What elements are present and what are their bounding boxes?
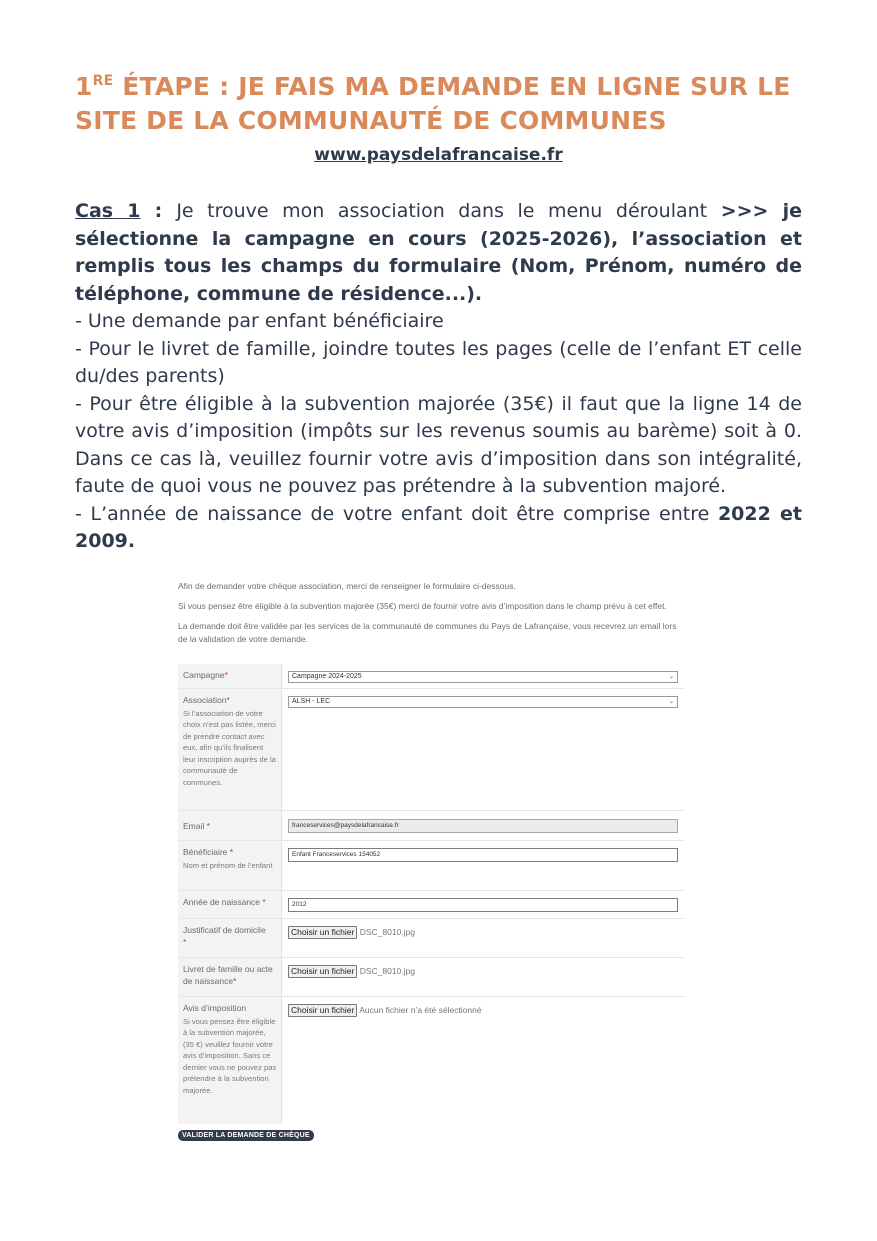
- label-avis: [178, 996, 282, 1124]
- required-star: *: [233, 975, 237, 986]
- cas-1-paragraph: [75, 198, 802, 308]
- label-livret: [178, 957, 282, 996]
- row-email: [178, 810, 684, 840]
- row-annee: [178, 890, 684, 918]
- cas-1-bold-text: >>> je sélectionne la campagne en cours (2025-2026), l’association et remplis tous les champs du formulaire (Nom, Prénom, numéro de téléphone, commune de résidence...).: [75, 200, 802, 305]
- required-star: *: [224, 670, 228, 680]
- row-campagne: [178, 664, 684, 688]
- label-association: [178, 688, 282, 810]
- title-superscript: RE: [92, 73, 114, 89]
- association-help: Si l’association de votre choix n’est pas listée, merci de prendre contact avec eux, afin qu’ils finalisent leur inscription auprès de la communauté de communes.: [183, 708, 276, 787]
- email-input[interactable]: franceservices@paysdelafrancaise.fr: [288, 819, 678, 833]
- avis-help: Si vous pensez être éligible à la subvention majorée, (35 €) veuillez fournir votre avis d’imposition. Sans ce dernier vous ne pouvez pas prétendre à la subvention majorée.: [183, 1016, 277, 1095]
- label-annee-text: Année de naissance: [183, 896, 261, 907]
- campagne-value: Campagne 2024-2025: [292, 673, 362, 680]
- label-annee: [178, 890, 282, 918]
- instructions: [75, 198, 802, 556]
- avis-file-name: Aucun fichier n’a été sélectionné: [359, 1004, 482, 1015]
- required-star: *: [206, 820, 210, 831]
- bullet-birth-year: [75, 501, 802, 556]
- bullet-birth-year-text: - L’année de naissance de votre enfant doit être comprise entre: [75, 502, 718, 525]
- form-screenshot: [178, 580, 686, 1142]
- page-title: [75, 70, 805, 138]
- website-link[interactable]: www.paysdelafrancaise.fr: [314, 145, 563, 165]
- association-select[interactable]: [288, 696, 678, 708]
- livret-file-button[interactable]: Choisir un fichier: [288, 965, 357, 978]
- justificatif-file-button[interactable]: Choisir un fichier: [288, 926, 357, 939]
- avis-file-button[interactable]: Choisir un fichier: [288, 1004, 357, 1017]
- label-avis-text: Avis d’imposition: [183, 1002, 247, 1013]
- title-line-1: [75, 70, 805, 104]
- required-star: *: [183, 936, 187, 947]
- row-association: [178, 688, 684, 810]
- form-intro-1: Afin de demander votre chèque association, merci de renseigner le formulaire ci-dessous.: [178, 581, 516, 591]
- label-justificatif-text: Justificatif de domicile: [183, 924, 266, 935]
- submit-button[interactable]: VALIDER LA DEMANDE DE CHÈQUE: [178, 1130, 314, 1141]
- association-value: ALSH - LEC: [292, 697, 331, 705]
- label-campagne: [178, 664, 282, 688]
- bullet-subvention: - Pour être éligible à la subvention majorée (35€) il faut que la ligne 14 de votre avis d’imposition (impôts sur les revenus soumis au barème) soit à 0. Dans ce cas là, veuillez fournir votre avis d’imposition dans son intégralité, faute de quoi vous ne pouvez pas prétendre à la subvention majoré.: [75, 392, 802, 497]
- label-livret-text: Livret de famille ou acte de naissance: [183, 963, 273, 986]
- beneficiaire-help: Nom et prénom de l’enfant: [183, 860, 273, 870]
- livret-file-name: DSC_8010.jpg: [359, 965, 415, 976]
- label-email-text: Email: [183, 820, 205, 831]
- title-step-number: 1: [75, 72, 93, 101]
- required-star: *: [262, 896, 266, 907]
- title-line-1-text: ÉTAPE : JE FAIS MA DEMANDE EN LIGNE SUR LE: [113, 72, 791, 101]
- label-campagne-text: Campagne: [183, 670, 225, 680]
- required-star: *: [229, 846, 234, 857]
- beneficiaire-input[interactable]: Enfant Franceservices 154052: [288, 848, 678, 862]
- cas-1-colon: :: [140, 200, 177, 222]
- row-justificatif: [178, 918, 684, 957]
- row-avis: [178, 996, 684, 1124]
- label-association-text: Association: [183, 694, 227, 705]
- form-intro-3: La demande doit être validée par les services de la communauté de communes du Pays de Lafrançaise, vous recevrez un email lors de la validation de votre demande.: [178, 621, 677, 644]
- title-line-2: SITE DE LA COMMUNAUTÉ DE COMMUNES: [75, 106, 667, 135]
- chevron-down-icon: ⌄: [668, 674, 674, 680]
- label-justificatif: [178, 918, 282, 957]
- annee-input[interactable]: 2012: [288, 898, 678, 912]
- required-star: *: [226, 694, 230, 705]
- row-livret: [178, 957, 684, 996]
- bullet-livret: - Pour le livret de famille, joindre toutes les pages (celle de l’enfant ET celle du/des parents): [75, 337, 802, 387]
- form-intro-2: Si vous pensez être éligible à la subvention majorée (35€) merci de fournir votre avis d’imposition dans le champ prévu à cet effet.: [178, 601, 667, 611]
- cas-1-text: Je trouve mon association dans le menu déroulant: [176, 200, 721, 222]
- chevron-down-icon: ⌄: [668, 698, 674, 705]
- justificatif-file-name: DSC_8010.jpg: [359, 926, 415, 937]
- form-table: [178, 664, 684, 1124]
- bullet-birth-year-range: 2022 et 2009.: [75, 502, 803, 552]
- bullet-one-request: - Une demande par enfant bénéficiaire: [75, 310, 444, 332]
- cas-1-label: Cas 1: [75, 200, 141, 222]
- row-beneficiaire: [178, 840, 684, 890]
- campagne-select[interactable]: [288, 671, 678, 683]
- label-email: [178, 810, 282, 840]
- label-beneficiaire: [178, 840, 282, 890]
- label-beneficiaire-text: Bénéficiaire: [183, 846, 228, 857]
